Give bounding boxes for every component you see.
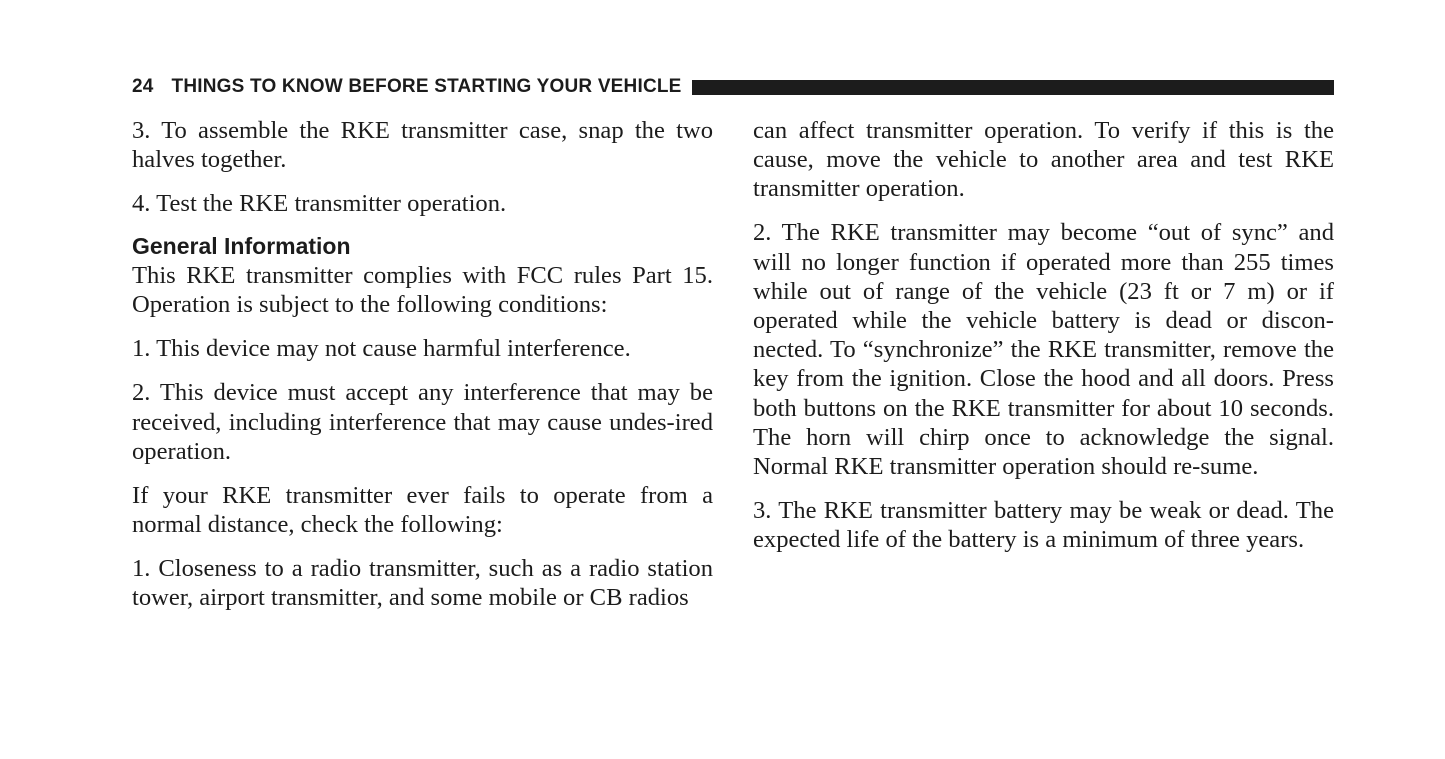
paragraph-condition-1: 1. This device may not cause harmful interference. [132, 335, 631, 363]
paragraph-battery-weak: 3. The RKE transmitter battery may be weak or dead. The expected life of the battery is a minimum of three years. [753, 497, 1334, 554]
paragraph-out-of-sync: 2. The RKE transmitter may become “out of sync” and will no longer function if operated more than 255 times while out of range of the vehicle (23 ft or 7 m) or if operated while the vehicle battery is dead or discon-nected. To “synchronize” the RKE transmitter, remove the key from the ignition. Close the hood and all doors. Press both buttons on the RKE transmitter for about 10 seconds. The horn will chirp once to acknowledge the signal. Normal RKE transmitter operation should re-sume. [753, 219, 1334, 481]
section-title: THINGS TO KNOW BEFORE STARTING YOUR VEHICLE [171, 76, 682, 97]
paragraph-test-operation: 4. Test the RKE transmitter operation. [132, 190, 507, 218]
paragraph-fails-to-operate: If your RKE transmitter ever fails to operate from a normal distance, check the following: [132, 481, 713, 539]
page-number: 24 [132, 76, 154, 97]
paragraph-verify-cause: can affect transmitter operation. To verify if this is the cause, move the vehicle to another area and test RKE transmitter operation. [753, 117, 1334, 203]
right-column [753, 116, 1334, 569]
left-column [132, 116, 713, 627]
header-rule [692, 80, 1334, 95]
paragraph-condition-2: 2. This device must accept any interference that may be received, including interference that may cause undes-ired operation. [132, 379, 713, 465]
paragraph-fcc-compliance: This RKE transmitter complies with FCC rules Part 15. Operation is subject to the following conditions: [132, 262, 713, 319]
paragraph-closeness-radio: 1. Closeness to a radio transmitter, such as a radio station tower, airport transmitter, and some mobile or CB radios [132, 555, 713, 612]
page-header [132, 74, 1334, 100]
paragraph-assemble-case: 3. To assemble the RKE transmitter case, snap the two halves together. [132, 117, 713, 174]
general-information-heading: General Information [132, 233, 351, 260]
